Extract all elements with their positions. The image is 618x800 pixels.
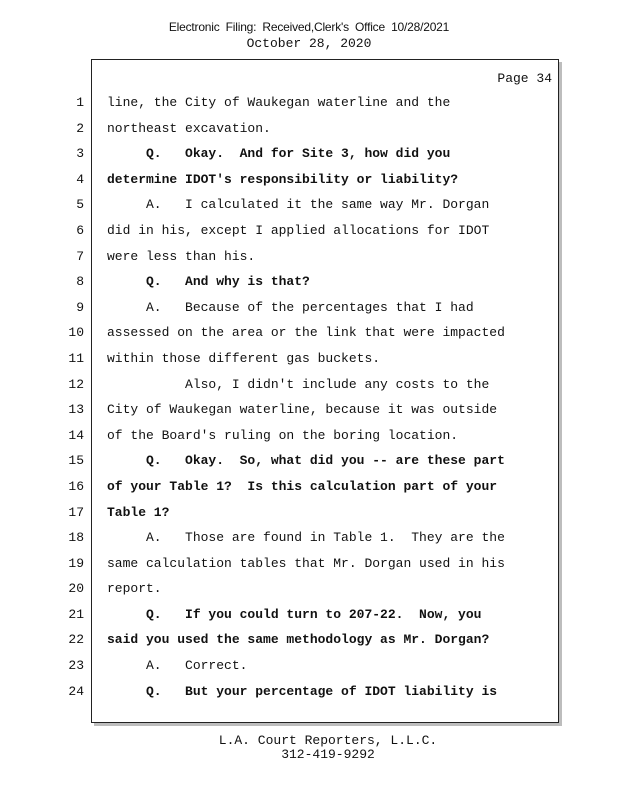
question-text: Q. Okay. So, what did you -- are these part [107, 453, 505, 469]
transcript-line [40, 116, 560, 142]
transcript-lines [40, 90, 560, 704]
line-text: within those different gas buckets. [107, 350, 381, 366]
line-number: 18 [68, 530, 84, 546]
transcript-line [40, 218, 560, 244]
question-text: said you used the same methodology as Mr. Dorgan? [107, 632, 490, 648]
line-number: 21 [68, 606, 84, 622]
line-number: 1 [76, 95, 84, 110]
line-number: 5 [76, 197, 84, 213]
transcript-line [40, 525, 560, 551]
transcript-line [40, 576, 560, 602]
transcript-line [40, 269, 560, 295]
transcript-line [40, 627, 560, 653]
line-text: were less than his. [107, 248, 256, 264]
line-text: A. Correct. [107, 658, 248, 674]
transcript-line [40, 551, 560, 577]
line-text: A. Because of the percentages that I had [107, 299, 474, 315]
transcript-line [40, 500, 560, 526]
question-text: Q. If you could turn to 207-22. Now, you [107, 606, 482, 622]
line-text: northeast excavation. [107, 120, 271, 136]
line-number: 15 [68, 453, 84, 469]
line-text: assessed on the area or the link that were impacted [107, 325, 505, 341]
transcript-line [40, 346, 560, 372]
court-reporter-name: L.A. Court Reporters, L.L.C. [218, 733, 438, 748]
line-number: 24 [68, 683, 84, 699]
transcript-line [40, 90, 560, 116]
transcript-line [40, 653, 560, 679]
question-text: Q. Okay. And for Site 3, how did you [107, 146, 451, 162]
line-number: 7 [76, 248, 84, 264]
line-number: 10 [68, 325, 84, 341]
transcript-line [40, 167, 560, 193]
line-text: Also, I didn't include any costs to the [107, 376, 490, 392]
line-text: A. I calculated it the same way Mr. Dorgan [107, 197, 490, 213]
line-number: 20 [68, 581, 84, 597]
transcript-line [40, 474, 560, 500]
line-number: 17 [68, 504, 84, 520]
line-number: 19 [68, 555, 84, 571]
transcript-line [40, 372, 560, 398]
question-text: Table 1? [107, 504, 170, 520]
transcript-line [40, 602, 560, 628]
line-text: line, the City of Waukegan waterline and the [107, 95, 451, 110]
transcript-line [40, 244, 560, 270]
line-number: 14 [68, 427, 84, 443]
filing-stamp: Electronic Filing: Received,Clerk's Office 10/28/2021 [168, 20, 450, 34]
question-text: of your Table 1? Is this calculation part of your [107, 478, 498, 494]
line-number: 23 [68, 658, 84, 674]
line-number: 4 [76, 171, 84, 187]
transcript-line [40, 295, 560, 321]
line-text: City of Waukegan waterline, because it was outside [107, 402, 498, 418]
line-text: same calculation tables that Mr. Dorgan used in his [107, 555, 505, 571]
line-number: 12 [68, 376, 84, 392]
line-text: did in his, except I applied allocations for IDOT [107, 222, 490, 238]
line-number: 11 [68, 350, 84, 366]
line-number: 22 [68, 632, 84, 648]
line-number: 8 [76, 274, 84, 290]
transcript-date: October 28, 2020 [246, 36, 372, 51]
page-number: Page 34 [497, 71, 552, 86]
line-number: 6 [76, 222, 84, 238]
question-text: determine IDOT's responsibility or liability? [107, 171, 459, 187]
question-text: Q. And why is that? [107, 274, 310, 290]
line-number: 3 [76, 146, 84, 162]
line-number: 2 [76, 120, 84, 136]
line-text: report. [107, 581, 162, 597]
transcript-line [40, 141, 560, 167]
line-text: A. Those are found in Table 1. They are the [107, 530, 505, 546]
question-text: Q. But your percentage of IDOT liability is [107, 683, 498, 699]
transcript-line [40, 192, 560, 218]
transcript-line [40, 423, 560, 449]
court-reporter-phone: 312-419-9292 [281, 747, 375, 762]
transcript-line [40, 320, 560, 346]
line-number: 13 [68, 402, 84, 418]
transcript-line [40, 397, 560, 423]
line-number: 9 [76, 299, 84, 315]
transcript-line [40, 448, 560, 474]
line-number: 16 [68, 478, 84, 494]
transcript-line [40, 679, 560, 705]
line-text: of the Board's ruling on the boring location. [107, 427, 459, 443]
